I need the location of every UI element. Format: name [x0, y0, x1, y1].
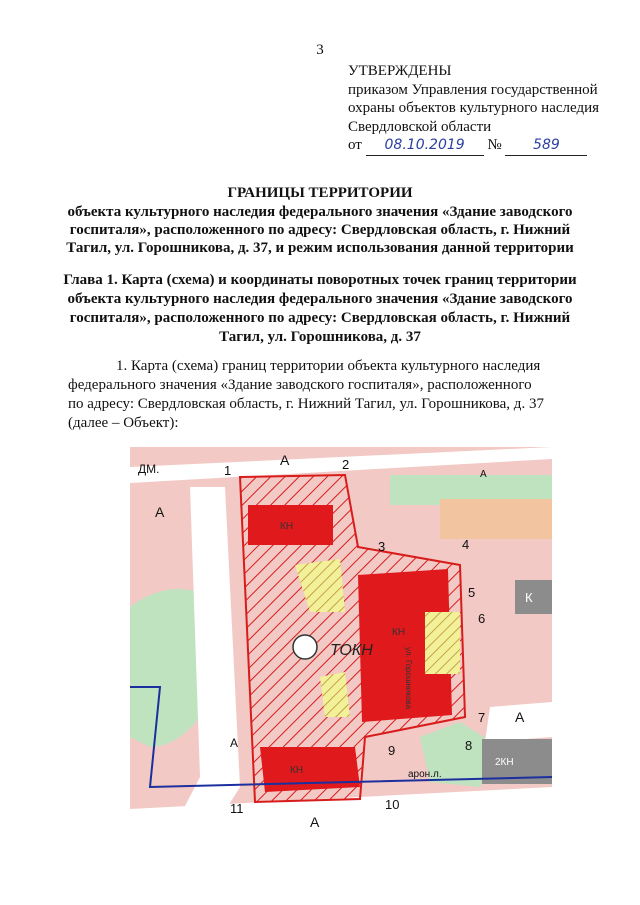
territory-map — [130, 447, 552, 835]
page-number: 3 — [316, 42, 324, 58]
chapter-heading: Глава 1. Карта (схема) и координаты поворотных точек границ территории — [63, 272, 577, 288]
annex-center — [320, 672, 350, 717]
approval-line-3: Свердловской области — [348, 118, 492, 135]
label-k: К — [525, 590, 533, 605]
label-a-road: А — [230, 736, 239, 750]
label-dm: ДМ. — [138, 462, 160, 476]
label-a-north: А — [280, 452, 290, 468]
label-kn-south: КН — [290, 765, 304, 776]
date-prefix: от — [348, 137, 362, 153]
title-line-4: Тагил, ул. Горошникова, д. 37, и режим использования данной территории — [66, 240, 574, 256]
handwritten-number: 589 — [533, 137, 560, 153]
point-9: 9 — [388, 743, 396, 758]
object-building-south — [260, 747, 360, 792]
title-line-2: объекта культурного наследия федерального значения «Здание заводского — [67, 204, 573, 220]
point-8: 8 — [465, 738, 473, 753]
approval-heading: УТВЕРЖДЕНЫ — [348, 63, 452, 79]
approval-stamp — [348, 62, 628, 156]
approval-date-line — [348, 136, 628, 156]
label-street: ул. Горошникова — [404, 647, 413, 710]
approval-line-2: охраны объектов культурного наследия — [348, 100, 600, 116]
point-11: 11 — [230, 801, 244, 816]
point-7: 7 — [478, 710, 486, 725]
label-kn-north: КН — [280, 521, 294, 532]
building-k — [515, 580, 552, 614]
chapter-line-3: госпиталя», расположенного по адресу: Свердловская область, г. Нижний — [69, 310, 571, 326]
label-tokn: ТОКН — [330, 642, 373, 659]
point-1: 1 — [224, 463, 232, 478]
title-line-3: госпиталя», расположенного по адресу: Свердловская область, г. Нижний — [69, 222, 571, 238]
paragraph-line-1: 1. Карта (схема) границ территории объекта культурного наследия — [116, 358, 541, 374]
point-2: 2 — [342, 457, 350, 472]
paragraph-line-4: (далее – Объект): — [68, 415, 179, 431]
label-aron: арон.л. — [408, 769, 442, 780]
annex-east — [425, 612, 460, 674]
handwritten-date: 08.10.2019 — [384, 137, 465, 153]
date-field — [366, 136, 484, 156]
label-a-ne: А — [480, 469, 487, 480]
chapter-line-2: объекта культурного наследия федерального значения «Здание заводского — [67, 291, 573, 307]
label-a-south: А — [310, 814, 320, 830]
point-5: 5 — [468, 585, 476, 600]
round-structure — [293, 635, 317, 659]
point-10: 10 — [385, 797, 400, 812]
paragraph-line-2: федерального значения «Здание заводского госпиталя», расположенного — [68, 377, 532, 393]
document-title: ГРАНИЦЫ ТЕРРИТОРИИ — [227, 185, 413, 201]
label-kn-main: КН — [392, 627, 406, 638]
point-4: 4 — [462, 537, 470, 552]
label-a-east: А — [515, 709, 525, 725]
point-6: 6 — [478, 611, 486, 626]
chapter-line-4: Тагил, ул. Горошникова, д. 37 — [219, 329, 421, 345]
label-a-west: А — [155, 504, 165, 520]
number-field — [505, 136, 587, 156]
label-2kn: 2КН — [495, 757, 514, 768]
number-prefix: № — [487, 137, 502, 153]
approval-line-1: приказом Управления государственной — [348, 81, 598, 98]
point-3: 3 — [378, 539, 386, 554]
paragraph-line-3: по адресу: Свердловская область, г. Нижний Тагил, ул. Горошникова, д. 37 — [68, 396, 544, 412]
building-north-east — [440, 499, 552, 539]
